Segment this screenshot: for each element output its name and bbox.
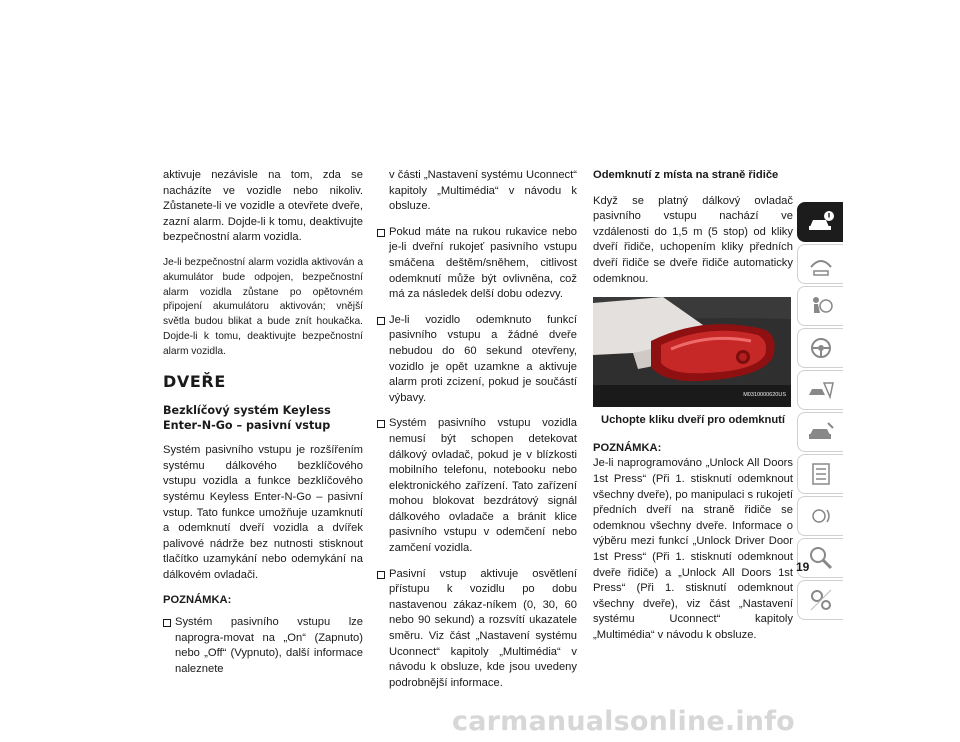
- paragraph: Systém pasivního vstupu je rozšířením systému dálkového bezklíčového vstupu vozidla a funkce bezklíčového systému Keyless Enter-N-Go – pasivní vstup. Tato funkce umožňuje uzamknutí a odemknutí dveří vozidla a dvířek palivové nádrže bez nutnosti stisknout tlačítko uzamykání nebo odemykání na dálkovém ovladači.: [163, 444, 363, 581]
- tab-settings[interactable]: [797, 580, 843, 620]
- list-item-text: Pokud máte na rukou rukavice nebo je-li dveřní rukojeť pasivního vstupu smáčena deštěm/sněhem, citlivost odemknutí může být ovlivněna, což má za následek delší dobu odezvy.: [389, 225, 577, 301]
- column-left: [163, 168, 363, 687]
- list-item-text: Systém pasivního vstupu lze naprogra-movat na „On“ (Zapnuto) nebo „Off“ (Vypnuto), další informace naleznete: [175, 616, 363, 675]
- car-service-icon: [806, 417, 836, 447]
- audio-icon: [806, 501, 836, 531]
- image-id: M0310000620US: [743, 391, 786, 398]
- chapter-tabs: [797, 202, 843, 622]
- list-item-text: Je-li vozidlo odemknuto funkcí pasivního vstupu a žádné dveře nebudou do 60 sekund otevřeny, vozidlo je opět uzamkne a aktivuje alarm proti zcizení, pokud je součástí výbavy.: [389, 313, 577, 404]
- subsection-heading: Odemknutí z místa na straně řidiče: [593, 169, 779, 181]
- tab-crash[interactable]: [797, 370, 843, 410]
- tab-steering[interactable]: [797, 328, 843, 368]
- crash-icon: [806, 375, 836, 405]
- steering-wheel-icon: [806, 333, 836, 363]
- note-label: POZNÁMKA:: [593, 441, 662, 454]
- bullet-list: [377, 225, 577, 692]
- list-item-text: Pasivní vstup aktivuje osvětlení přístupu k vozidlu po dobu nastavenou zákaz-níkem (0, 30, 60 nebo 90 sekund) a rozsvítí ukazatele směru. Viz část „Nastavení systému Uconnect“ kapitoly „Multimédia“ v návodu k obsluze, kde jsou uvedeny podrobnější informace.: [389, 567, 577, 689]
- bullet-square-icon: [377, 229, 385, 237]
- paragraph-continuation: v části „Nastavení systému Uconnect“ kapitoly „Multimédia“ v návodu k obsluze.: [389, 169, 577, 213]
- image-caption: Uchopte kliku dveří pro odemknutí: [601, 414, 785, 427]
- search-icon: [806, 543, 836, 573]
- tab-airbag[interactable]: [797, 286, 843, 326]
- watermark: carmanualsonline.info: [452, 706, 795, 737]
- airbag-icon: [806, 291, 836, 321]
- paragraph: Je-li bezpečnostní alarm vozidla aktivován a akumulátor bude odpojen, bezpečnostní alarm vozidla zůstane po opětovném připojení akumulátoru aktivován; vnější světla budou blikat a bude znít houkačka. Dojde-li k tomu, deaktivujte bezpečnostní alarm vozidla.: [163, 256, 363, 357]
- door-handle-photo: [593, 297, 791, 407]
- settings-icon: [806, 585, 836, 615]
- car-info-icon: [806, 207, 836, 237]
- bullet-square-icon: [377, 317, 385, 325]
- list-item: [377, 416, 577, 556]
- list-item: [377, 225, 577, 303]
- paragraph: aktivuje nezávisle na tom, zda se nacházíte ve vozidle nebo nikoliv. Zůstanete-li ve vozidle a otevřete dveře, zazní alarm. Dojde-li k tomu, deaktivujte bezpečnostní alarm vozidla.: [163, 169, 363, 244]
- subsection-title: Bezklíčový systém Keyless Enter-N-Go – pasivní vstup: [163, 404, 331, 433]
- section-title: DVEŘE: [163, 371, 226, 391]
- list-item: [377, 313, 577, 407]
- tab-dashboard[interactable]: [797, 244, 843, 284]
- page-number: 19: [796, 560, 810, 574]
- paragraph: Je-li naprogramováno „Unlock All Doors 1st Press“ (Při 1. stisknutí odemknout všechny dveře), po manipulaci s rukojetí předních dveří na straně řidiče se odemknou všechny dveře. Informace o výběru mezi funkcí „Unlock Driver Door 1st Press“ (Při 1. stisknutí odemknout dveře řidiče) a „Unlock All Doors 1st Press“ (Při 1. stisknutí odemknout všechny dveře), viz část „Nastavení systému Uconnect“ kapitoly „Multimédia“ v návodu k obsluze.: [593, 457, 793, 641]
- paragraph: Když se platný dálkový ovladač pasivního vstupu nachází ve vzdálenosti do 1,5 m (5 stop) od kliky dveří řidiče, uchopením kliky předních dveří řidiče se dveře řidiče automaticky odemknou.: [593, 194, 793, 285]
- bullet-list: [163, 615, 363, 677]
- column-right: [593, 168, 793, 653]
- list-item: [377, 567, 577, 692]
- column-middle: [377, 168, 577, 701]
- tab-checklist[interactable]: [797, 454, 843, 494]
- bullet-square-icon: [377, 571, 385, 579]
- bullet-square-icon: [377, 420, 385, 428]
- bullet-square-icon: [163, 619, 171, 627]
- note-label: POZNÁMKA:: [163, 594, 232, 607]
- tab-car-info[interactable]: [797, 202, 843, 242]
- checklist-icon: [806, 459, 836, 489]
- tab-audio[interactable]: [797, 496, 843, 536]
- list-item: [163, 615, 363, 677]
- list-item-text: Systém pasivního vstupu vozidla nemusí být schopen detekovat dálkový ovladač, pokud je v blízkosti mobilního telefonu, notebooku nebo elektronického zařízení. Tato zařízení mohou blokovat bezdrátový signál dálkového ovladače a bránit klice pasivního vstupu v odemčení nebo zamčení vozidla.: [389, 417, 577, 555]
- tab-car-service[interactable]: [797, 412, 843, 452]
- dashboard-icon: [806, 249, 836, 279]
